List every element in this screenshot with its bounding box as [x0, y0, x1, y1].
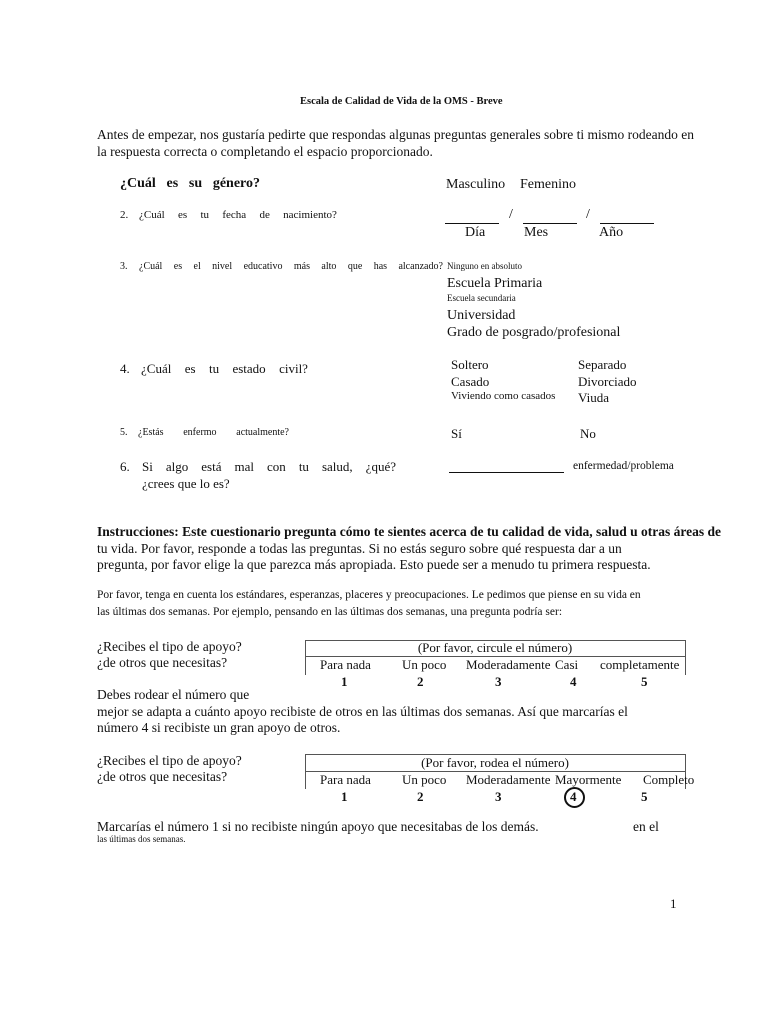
- para2-line-2: las últimas dos semanas. Por ejemplo, pensando en las últimas dos semanas, una pregunta podría ser:: [97, 606, 563, 618]
- month-label: Mes: [524, 225, 549, 240]
- example1-question-line-1: ¿Recibes el tipo de apoyo?: [97, 639, 242, 654]
- selected-answer-circle: [564, 787, 585, 808]
- q4-option-divorciado[interactable]: Divorciado: [578, 374, 637, 389]
- q4-number: 4.: [120, 361, 130, 376]
- explain1-line-3: número 4 si recibiste un gran apoyo de otros.: [97, 720, 341, 735]
- example1-header: (Por favor, circule el número): [417, 640, 573, 655]
- q4-option-soltero[interactable]: Soltero: [451, 357, 489, 372]
- example2-question-line-2: ¿de otros que necesitas?: [97, 769, 228, 784]
- scale-label: Un poco: [402, 772, 447, 787]
- q4-option-separado[interactable]: Separado: [578, 357, 627, 372]
- q1-option-masculino[interactable]: Masculino: [446, 177, 506, 192]
- intro-line-1: Antes de empezar, nos gustaría pedirte que respondas algunas preguntas generales sobre ti mismo rodeando en: [97, 127, 695, 142]
- q1-label: ¿Cuál es su género?: [120, 176, 260, 191]
- year-label: Año: [599, 225, 624, 240]
- page-title: Escala de Calidad de Vida de la OMS - Breve: [300, 96, 503, 107]
- q6-number: 6.: [120, 459, 130, 474]
- q1-option-femenino[interactable]: Femenino: [520, 177, 576, 192]
- scale-label: Completo: [643, 772, 695, 787]
- intro-line-2: la respuesta correcta o completando el espacio proporcionado.: [97, 144, 433, 159]
- scale-label: Moderadamente: [466, 657, 551, 672]
- scale-number-3[interactable]: 3: [495, 674, 502, 689]
- scale-number-5[interactable]: 5: [641, 789, 648, 804]
- scale-label: Moderadamente: [466, 772, 551, 787]
- instructions-line-2: tu vida. Por favor, responde a todas las preguntas. Si no estás seguro sobre qué respuesta dar a un: [97, 541, 622, 556]
- q5-number: 5.: [120, 427, 128, 438]
- scale-label: Un poco: [402, 657, 447, 672]
- q4-option-viviendo[interactable]: Viviendo como casados: [451, 390, 556, 402]
- q3-label: ¿Cuál es el nivel educativo más alto que has alcanzado?: [139, 261, 443, 272]
- scale-label: Casi: [555, 657, 579, 672]
- q3-option-ninguno[interactable]: Ninguno en absoluto: [447, 261, 522, 271]
- scale-label: completamente: [600, 657, 680, 672]
- illness-answer-blank[interactable]: [449, 471, 564, 473]
- explain2-line-1: Marcarías el número 1 si no recibiste ningún apoyo que necesitabas de los demás.: [97, 819, 539, 834]
- explain2-line-2: las últimas dos semanas.: [97, 834, 186, 844]
- scale-number-1[interactable]: 1: [341, 674, 348, 689]
- q3-option-secundaria[interactable]: Escuela secundaria: [447, 293, 516, 303]
- scale-label: Para nada: [320, 657, 371, 672]
- example1-question-line-2: ¿de otros que necesitas?: [97, 655, 228, 670]
- q3-option-universidad[interactable]: Universidad: [447, 308, 516, 323]
- q5-option-si[interactable]: Sí: [451, 426, 462, 441]
- q5-label: ¿Estás enfermo actualmente?: [138, 427, 289, 438]
- q3-option-primaria[interactable]: Escuela Primaria: [447, 276, 543, 291]
- explain1-line-2: mejor se adapta a cuánto apoyo recibiste de otros en las últimas dos semanas. Así que marcarías el: [97, 704, 628, 719]
- scale-number-4[interactable]: 4: [570, 789, 577, 804]
- para2-line-1: Por favor, tenga en cuenta los estándares, esperanzas, placeres y preocupaciones. Le pedimos que piense en su vida en: [97, 589, 641, 601]
- birth-day-blank[interactable]: [445, 222, 499, 224]
- scale-number-4[interactable]: 4: [570, 674, 577, 689]
- q5-option-no[interactable]: No: [580, 426, 596, 441]
- birth-year-blank[interactable]: [600, 222, 654, 224]
- explain1-line-1: Debes rodear el número que: [97, 687, 250, 702]
- scale-number-1[interactable]: 1: [341, 789, 348, 804]
- q3-option-posgrado[interactable]: Grado de posgrado/profesional: [447, 325, 621, 340]
- illness-answer-suffix: enfermedad/problema: [573, 460, 674, 472]
- scale-label: Mayormente: [555, 772, 622, 787]
- example2-header: (Por favor, rodea el número): [421, 755, 569, 770]
- instructions-line-3: pregunta, por favor elige la que parezca más apropiada. Esto puede ser a menudo tu primera respuesta.: [97, 557, 651, 572]
- q2-number: 2.: [120, 209, 129, 221]
- q6-label: Si algo está mal con tu salud, ¿qué?: [142, 459, 396, 474]
- q3-number: 3.: [120, 261, 128, 272]
- q2-label: ¿Cuál es tu fecha de nacimiento?: [139, 209, 337, 221]
- q4-label: ¿Cuál es tu estado civil?: [141, 361, 308, 376]
- scale-number-5[interactable]: 5: [641, 674, 648, 689]
- explain2-line-1-tail: en el: [633, 819, 659, 834]
- q4-option-viuda[interactable]: Viuda: [578, 390, 609, 405]
- page-number: 1: [670, 896, 677, 911]
- date-separator: /: [586, 207, 590, 222]
- date-separator: /: [509, 207, 513, 222]
- scale-number-2[interactable]: 2: [417, 789, 424, 804]
- q4-option-casado[interactable]: Casado: [451, 374, 490, 389]
- scale-number-2[interactable]: 2: [417, 674, 424, 689]
- scale-label: Para nada: [320, 772, 371, 787]
- example2-question-line-1: ¿Recibes el tipo de apoyo?: [97, 753, 242, 768]
- day-label: Día: [465, 225, 486, 240]
- birth-month-blank[interactable]: [523, 222, 577, 224]
- scale-number-3[interactable]: 3: [495, 789, 502, 804]
- instructions-line-1: Instrucciones: Este cuestionario pregunta cómo te sientes acerca de tu calidad de vida, salud u otras áreas de: [97, 524, 721, 539]
- q6-label-line-2: ¿crees que lo es?: [142, 476, 230, 491]
